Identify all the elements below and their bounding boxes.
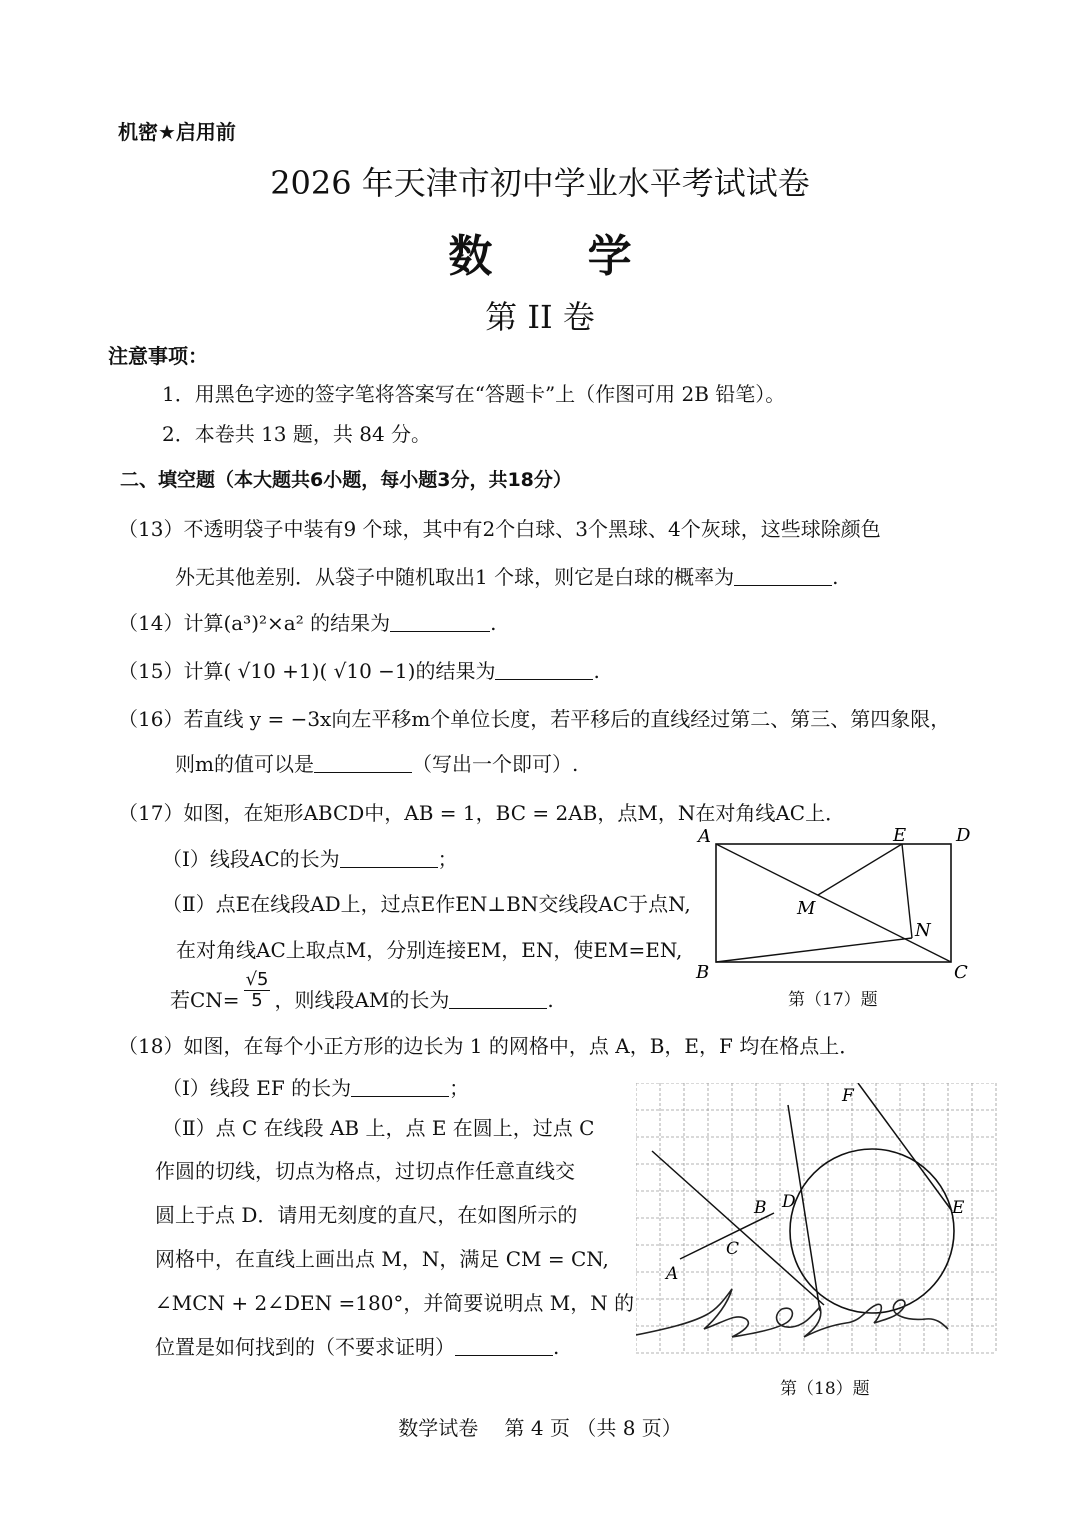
page-footer: 数学试卷 第 4 页 （共 8 页） xyxy=(398,1416,682,1440)
q18-part2-line: 网格中，在直线上画出点 M，N，满足 CM = CN, xyxy=(155,1247,609,1271)
q17-line1: （17）如图，在矩形ABCD中，AB = 1，BC = 2AB，点M，N在对角线AC上． xyxy=(118,801,846,825)
subject-title: 数 学 xyxy=(448,231,672,282)
answer-blank[interactable] xyxy=(351,1076,449,1097)
q17-part2a: （Ⅱ）点E在线段AD上，过点E作EN⊥BN交线段AC于点N, xyxy=(162,892,691,916)
fraction-denominator: 5 xyxy=(251,990,263,1011)
answer-blank[interactable] xyxy=(734,565,832,586)
label-a: A xyxy=(666,1264,679,1284)
q16-line2 xyxy=(175,748,578,777)
q18-part2-line: 位置是如何找到的（不要求证明） xyxy=(155,1335,455,1359)
q17-part2c: 若CN= $\frac{√5}{5}$ ，则线段AM的长为 . xyxy=(170,969,554,1012)
q17-part2b: 在对角线AC上取点M，分别连接EM，EN，使EM=EN, xyxy=(176,938,683,962)
q18-part2-line: 作圆的切线，切点为格点，过切点作任意直线交 xyxy=(155,1159,575,1183)
q17-part1-text: （Ⅰ）线段AC的长为 xyxy=(162,847,340,871)
label-d: D xyxy=(956,825,971,846)
figure-18 xyxy=(636,1083,998,1358)
figure-17 xyxy=(690,822,990,987)
label-a: A xyxy=(698,826,711,847)
notice-item: 2．本卷共 13 题，共 84 分。 xyxy=(162,422,432,446)
label-c: C xyxy=(954,962,968,983)
q14-line: （14）计算(a³)²×a² 的结果为 . xyxy=(118,611,497,635)
answer-blank[interactable] xyxy=(455,1335,553,1356)
q15-text: （15）计算( √10 +1)( √10 −1)的结果为 xyxy=(118,659,496,683)
label-m: M xyxy=(797,898,816,919)
answer-blank[interactable] xyxy=(449,988,547,1009)
volume-title: 第 II 卷 xyxy=(485,298,595,336)
label-e: E xyxy=(893,825,907,846)
label-c: C xyxy=(726,1239,740,1259)
q18-part2-line: ∠MCN + 2∠DEN =180°，并简要说明点 M，N 的 xyxy=(155,1291,635,1315)
figure-17-caption: 第（17）题 xyxy=(788,990,878,1010)
fraction-numerator: √5 xyxy=(245,969,269,990)
label-d: D xyxy=(782,1192,796,1212)
q18-part2-line: （Ⅱ）点 C 在线段 AB 上，点 E 在圆上，过点 C xyxy=(162,1116,595,1140)
exam-title: 2026 年天津市初中学业水平考试试卷 xyxy=(270,164,810,202)
line-ef xyxy=(858,1083,952,1211)
label-f: F xyxy=(842,1086,854,1106)
answer-blank[interactable] xyxy=(390,611,490,632)
segment-en xyxy=(902,844,912,938)
q16-line2b: （写出一个即可）. xyxy=(411,752,579,776)
notice-item: 1．用黑色字迹的签字笔将答案写在“答题卡”上（作图可用 2B 铅笔）。 xyxy=(162,382,786,406)
q13-line2: 外无其他差别．从袋子中随机取出1 个球，则它是白球的概率为 . xyxy=(175,565,839,589)
answer-blank[interactable] xyxy=(314,752,412,773)
answer-blank[interactable] xyxy=(340,847,438,868)
q17-part2c-post: ，则线段AM的长为 xyxy=(274,988,450,1012)
fraction xyxy=(244,970,271,1011)
q17-part1: （Ⅰ）线段AC的长为 ； xyxy=(162,847,458,871)
diagonal-ac xyxy=(716,844,951,962)
q16-line1: （16）若直线 y = −3x向左平移m个单位长度，若平移后的直线经过第二、第三、第四象限， xyxy=(118,707,951,731)
signature-scribble xyxy=(636,1289,948,1337)
q18-part2-line: 圆上于点 D．请用无刻度的直尺，在如图所示的 xyxy=(155,1203,578,1227)
figure-18-caption: 第（18）题 xyxy=(780,1379,870,1399)
circle xyxy=(790,1149,954,1313)
segment-bn xyxy=(716,938,912,962)
q18-line1: （18）如图，在每个小正方形的边长为 1 的网格中，点 A，B，E，F 均在格点上． xyxy=(118,1034,860,1058)
segment-em xyxy=(818,844,902,895)
q13-line1: （13）不透明袋子中装有9 个球，其中有2个白球、3个黑球、4个灰球，这些球除颜色 xyxy=(118,517,881,541)
q15-line: （15）计算( √10 +1)( √10 −1)的结果为 . xyxy=(118,659,600,683)
q18-part1: （Ⅰ）线段 EF 的长为 ； xyxy=(162,1076,470,1100)
q14-text: （14）计算(a³)²×a² 的结果为 xyxy=(118,611,391,635)
label-e: E xyxy=(952,1198,965,1218)
q17-part2c-pre: 若CN= xyxy=(170,988,240,1012)
label-b: B xyxy=(754,1198,767,1218)
grid xyxy=(636,1083,996,1353)
notice-heading: 注意事项： xyxy=(108,344,208,368)
confidential-mark: 机密★启用前 xyxy=(118,120,236,144)
q18-part1-text: （Ⅰ）线段 EF 的长为 xyxy=(162,1076,352,1100)
q18-part2-last: 位置是如何找到的（不要求证明） . xyxy=(155,1335,560,1359)
q16-line2a: 则m的值可以是 xyxy=(175,752,314,776)
q13-line2-text: 外无其他差别．从袋子中随机取出1 个球，则它是白球的概率为 xyxy=(175,565,735,589)
label-n: N xyxy=(915,920,931,941)
answer-blank[interactable] xyxy=(495,659,593,680)
label-b: B xyxy=(696,962,710,983)
section-title: 二、填空题（本大题共6小题，每小题3分，共18分） xyxy=(120,469,572,491)
